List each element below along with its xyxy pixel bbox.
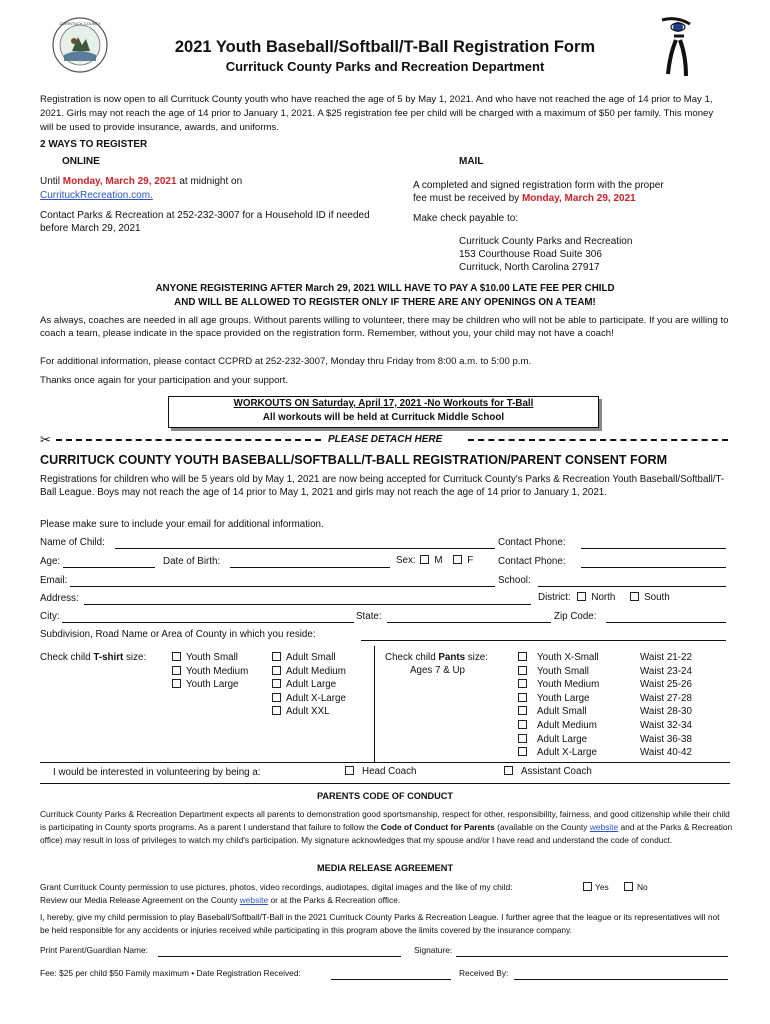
intro-paragraph: Registration is now open to all Currituck County youth who have reached the age of 5 by May 1, 2021. And who have not reached the age of 14 prior to May 1, 2021. Girls may not reach the age of 14 prior to January 1, 2021. A $25 registration fee per child will be charged with a maximum of $50 per family. This money will be used to provide insurance, awards, and uniforms.: [40, 94, 714, 133]
workouts-box: WORKOUTS ON Saturday, April 17, 2021 -No Workouts for T-Ball All workouts will be held at Currituck Middle School: [168, 396, 599, 428]
detach-line-right: [468, 439, 728, 441]
pants-size-label: Check child Pants size:: [385, 652, 488, 663]
age-label: Age:: [40, 556, 61, 567]
district-north-checkbox[interactable]: [577, 592, 586, 601]
tshirt-option[interactable]: Adult X-Large: [272, 692, 346, 706]
address-label: Address:: [40, 593, 79, 604]
contact-phone-field[interactable]: [581, 548, 726, 549]
contact-phone-2-label: Contact Phone:: [498, 556, 566, 567]
print-name-field[interactable]: [158, 956, 401, 957]
online-heading: ONLINE: [62, 156, 100, 167]
volunteer-label: I would be interested in volunteering by being a:: [53, 767, 261, 778]
waiver-text: I, hereby, give my child permission to play Baseball/Softball/T-Ball in the 2021 Currituck County Parks & Recreation League. I further agree that the league or its representatives will not be held responsible for any accidents or injuries received while participating in this program above the limits covered by the insurance company.: [40, 912, 720, 935]
city-label: City:: [40, 611, 60, 622]
media-line1: Grant Currituck County permission to use pictures, photos, video recordings, audiotapes, digital images and the like of my child:: [40, 882, 513, 892]
tshirt-youth-list: [172, 651, 248, 692]
contact-info: For additional information, please contact CCPRD at 252-232-3007, Monday thru Friday from 8:00 a.m. to 5:00 p.m.: [40, 356, 532, 367]
media-website-link[interactable]: website: [239, 895, 269, 905]
coaches-paragraph: As always, coaches are needed in all age groups. Without parents willing to volunteer, there may be children who will not be able to participate. If you are willing to coach a team, please indicate in the space provided on the registration form. Remember, without you, your child may not have a coach!: [40, 315, 729, 339]
tshirt-option[interactable]: Adult Large: [272, 678, 346, 692]
pants-box: [374, 646, 375, 762]
email-label: Email:: [40, 575, 68, 586]
name-label: Name of Child:: [40, 537, 105, 548]
pants-option[interactable]: Adult Large: [518, 733, 599, 747]
form-intro: Registrations for children who will be 5 years old by May 1, 2021 are now being accepted for Currituck County's Parks & Recreation Youth Baseball/Softball/T-Ball League. Boys may not reach the age of 14 prior to May 1, 2021 and girls may not reach the age of 14 prior to January 1, 2021.: [40, 474, 725, 498]
scissors-icon: ✂: [40, 432, 51, 447]
media-no-option[interactable]: No: [624, 881, 648, 894]
thanks-text: Thanks once again for your participation and your support.: [40, 375, 288, 386]
form-title: CURRITUCK COUNTY YOUTH BASEBALL/SOFTBALL/T-BALL REGISTRATION/PARENT CONSENT FORM: [40, 453, 668, 467]
mail-line2: fee must be received by Monday, March 29, 2021: [413, 193, 636, 204]
mail-heading: MAIL: [459, 156, 484, 167]
school-field[interactable]: [538, 586, 726, 587]
tshirt-adult-list: [272, 651, 346, 719]
dob-field[interactable]: [230, 567, 390, 568]
date-received-field[interactable]: [331, 979, 451, 980]
ways-heading: 2 WAYS TO REGISTER: [40, 139, 148, 150]
pants-option[interactable]: Adult Medium: [518, 719, 599, 733]
tshirt-option[interactable]: Adult Medium: [272, 665, 346, 679]
mail-address: Currituck County Parks and Recreation 153 Courthouse Road Suite 306 Currituck, North Carolina 27917: [459, 236, 633, 273]
head-coach-option[interactable]: Head Coach: [345, 766, 416, 777]
received-by-label: Received By:: [459, 968, 509, 978]
signature-field[interactable]: [456, 956, 728, 957]
page-title: 2021 Youth Baseball/Softball/T-Ball Registration Form: [174, 38, 596, 56]
district-south-checkbox[interactable]: [630, 592, 639, 601]
age-field[interactable]: [63, 567, 155, 568]
conduct-website-link[interactable]: website: [589, 822, 619, 832]
subdivision-label: Subdivision, Road Name or Area of County in which you reside:: [40, 629, 316, 640]
media-yes-checkbox[interactable]: [583, 882, 592, 891]
detach-line-left: [56, 439, 321, 441]
tshirt-option[interactable]: Adult XXL: [272, 705, 346, 719]
email-field[interactable]: [70, 586, 495, 587]
svg-text:CURRITUCK COUNTY: CURRITUCK COUNTY: [59, 21, 101, 26]
media-no-checkbox[interactable]: [624, 882, 633, 891]
tshirt-option[interactable]: Youth Medium: [172, 665, 248, 679]
pants-option[interactable]: Adult Small: [518, 705, 599, 719]
email-note: Please make sure to include your email for additional information.: [40, 519, 324, 530]
late-fee-notice: ANYONE REGISTERING AFTER March 29, 2021 WILL HAVE TO PAY A $10.00 LATE FEE PER CHILD AND WILL BE ALLOWED TO REGISTER ONLY IF THERE ARE ANY OPENINGS ON A TEAM!: [155, 283, 615, 308]
tshirt-option[interactable]: Adult Small: [272, 651, 346, 665]
received-by-field[interactable]: [514, 979, 728, 980]
online-deadline: Until Monday, March 29, 2021 at midnight on: [40, 176, 243, 187]
address-field[interactable]: [84, 604, 531, 605]
print-name-label: Print Parent/Guardian Name:: [40, 945, 148, 955]
mail-line1: A completed and signed registration form with the proper: [413, 180, 664, 191]
state-field[interactable]: [387, 622, 551, 623]
media-heading: MEDIA RELEASE AGREEMENT: [316, 863, 454, 873]
state-label: State:: [356, 611, 382, 622]
sex-m-checkbox[interactable]: [420, 555, 429, 564]
online-registration-link[interactable]: CurrituckRecreation.com.: [40, 190, 153, 201]
pants-ages: Ages 7 & Up: [410, 665, 466, 676]
tshirt-size-label: Check child T-shirt size:: [40, 652, 147, 663]
media-yes-option[interactable]: Yes: [583, 881, 609, 894]
contact-phone-2-field[interactable]: [581, 567, 726, 568]
pants-size-list: [518, 651, 599, 760]
subdivision-field[interactable]: [361, 640, 726, 641]
detach-label: PLEASE DETACH HERE: [328, 434, 443, 445]
online-contact: Contact Parks & Recreation at 252-232-3007 for a Household ID if needed before March 29, 2021: [40, 210, 370, 234]
assistant-coach-option[interactable]: Assistant Coach: [504, 766, 592, 777]
media-line2: Review our Media Release Agreement on the County website or at the Parks & Recreation office.: [40, 895, 401, 905]
district-field: District: North South: [538, 592, 670, 603]
school-label: School:: [498, 575, 531, 586]
city-field[interactable]: [62, 622, 354, 623]
zip-field[interactable]: [606, 622, 726, 623]
waist-size-list: Waist 21-22 Waist 23-24 Waist 25-26 Waist 27-28 Waist 28-30 Waist 32-34 Waist 36-38 Waist 40-42: [640, 652, 692, 759]
sex-field: Sex: M F: [396, 555, 474, 566]
sex-f-checkbox[interactable]: [453, 555, 462, 564]
assistant-coach-checkbox[interactable]: [504, 766, 513, 775]
pants-option[interactable]: Youth Medium: [518, 678, 599, 692]
child-name-field[interactable]: [115, 548, 495, 549]
page-subtitle: Currituck County Parks and Recreation Department: [225, 59, 545, 74]
conduct-text: Currituck County Parks & Recreation Department expects all parents to demonstration good sportsmanship, respect for other, responsibility, fairness, and good citizenship while their child is participating in County sports programs. As a parent I understand that failure to follow the Code of Conduct for Parents (available on the County website and at the Parks & Recreation office) may result in loss of privileges to watch my child's participation. My signature acknowledges that my spouse and/or I have read and understand the code of conduct.: [40, 809, 733, 845]
mail-payable: Make check payable to:: [413, 213, 519, 224]
pants-option[interactable]: Adult X-Large: [518, 746, 599, 760]
pants-option[interactable]: Youth X-Small: [518, 651, 599, 665]
conduct-heading: PARENTS CODE OF CONDUCT: [316, 791, 454, 801]
head-coach-checkbox[interactable]: [345, 766, 354, 775]
contact-phone-label: Contact Phone:: [498, 537, 566, 548]
volunteer-row-bottom: [40, 783, 730, 784]
fee-label: Fee: $25 per child $50 Family maximum • Date Registration Received:: [40, 968, 301, 978]
pants-option[interactable]: Youth Small: [518, 665, 599, 679]
tshirt-option[interactable]: Youth Small: [172, 651, 248, 665]
zip-label: Zip Code:: [554, 611, 597, 622]
tshirt-option[interactable]: Youth Large: [172, 678, 248, 692]
dob-label: Date of Birth:: [163, 556, 221, 567]
pants-option[interactable]: Youth Large: [518, 692, 599, 706]
signature-label: Signature:: [414, 945, 453, 955]
